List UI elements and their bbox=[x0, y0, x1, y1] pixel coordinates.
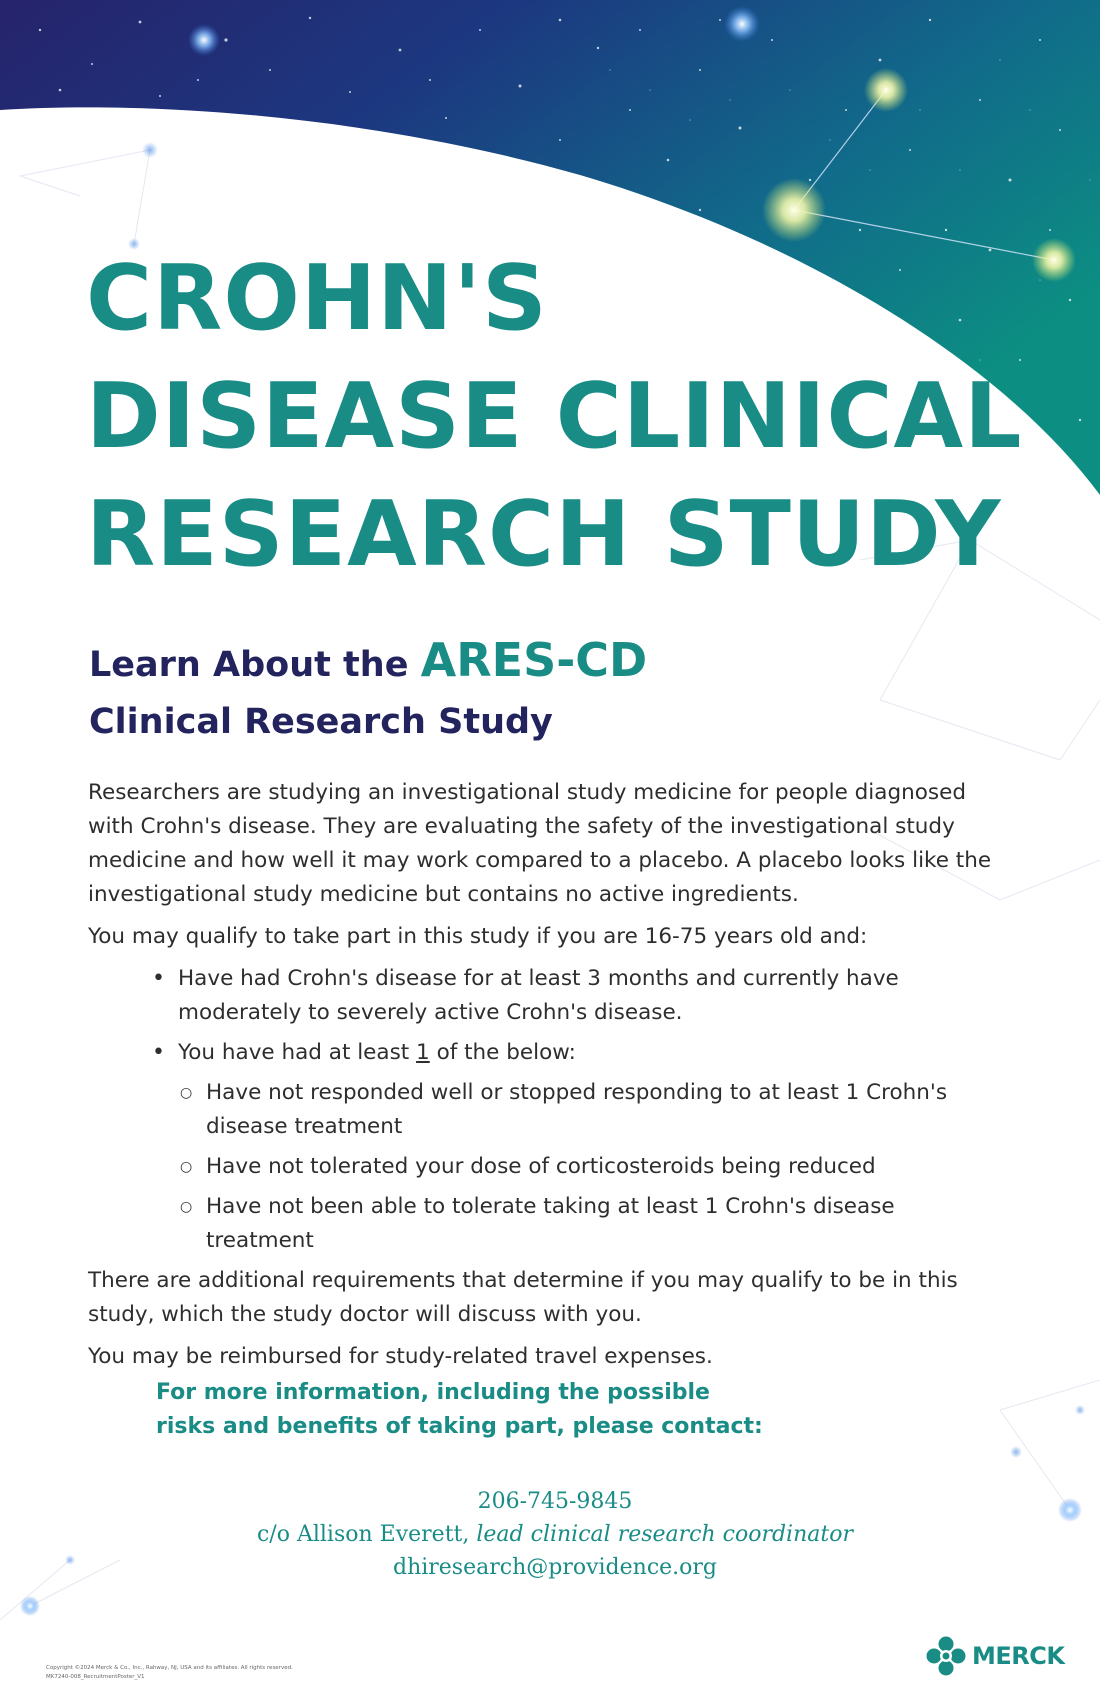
subtitle-lead: Learn About the bbox=[89, 645, 409, 685]
title-line-2: DISEASE CLINICAL bbox=[86, 364, 1023, 469]
contact-intro-line-1: For more information, including the possible bbox=[156, 1380, 710, 1405]
criteria-sub-item: ○ Have not been able to tolerate taking at least 1 Crohn's disease treatment bbox=[88, 1190, 1008, 1258]
criteria-sub-item: ○ Have not responded well or stopped responding to at least 1 Crohn's disease treatment bbox=[88, 1076, 1008, 1144]
criteria-item-post: of the below: bbox=[429, 1040, 576, 1065]
contact-intro-line-2: risks and benefits of taking part, please contact: bbox=[156, 1414, 763, 1439]
merck-logo-icon bbox=[926, 1636, 966, 1676]
criteria-list bbox=[88, 962, 1008, 1258]
title-line-3: RESEARCH STUDY bbox=[86, 482, 1002, 587]
contact-intro bbox=[156, 1376, 856, 1444]
criteria-item-pre: You have had at least bbox=[178, 1040, 417, 1065]
study-acronym: ARES-CD bbox=[420, 633, 648, 687]
additional-requirements: There are additional requirements that determine if you may qualify to be in this study, which the study doctor will discuss with you. bbox=[88, 1268, 958, 1327]
reimbursement-note: You may be reimbursed for study-related travel expenses. bbox=[88, 1344, 713, 1369]
copyright-line-1: Copyright ©2024 Merck & Co., Inc., Rahway, NJ, USA and its affiliates. All rights reserved. bbox=[46, 1665, 293, 1671]
merck-logo bbox=[926, 1636, 1076, 1676]
intro-paragraph: Researchers are studying an investigational study medicine for people diagnosed with Crohn's disease. They are evaluating the safety of the investigational study medicine and how well it may work compared to a placebo. A placebo looks like the investigational study medicine but contains no active ingredients. bbox=[88, 780, 992, 907]
title-line-1: CROHN'S bbox=[86, 246, 548, 351]
subtitle-line-1 bbox=[89, 632, 989, 693]
qualify-text: You may qualify to take part in this study if you are 16-75 years old and: bbox=[88, 924, 868, 949]
body-text bbox=[88, 776, 1008, 1382]
criteria-item bbox=[88, 1036, 1008, 1070]
contact-email[interactable]: dhiresearch@providence.org bbox=[392, 1555, 718, 1580]
copyright-line-2: MK7240-008_RecruitmentPoster_V1 bbox=[46, 1674, 145, 1680]
contact-phone[interactable]: 206-745-9845 bbox=[477, 1489, 633, 1514]
contact-role: lead clinical research coordinator bbox=[476, 1522, 853, 1547]
merck-logo-text: MERCK bbox=[972, 1642, 1065, 1670]
contact-block bbox=[150, 1485, 960, 1584]
criteria-sub-item: ○ Have not tolerated your dose of corticosteroids being reduced bbox=[88, 1150, 1008, 1184]
poster-title bbox=[86, 240, 1023, 594]
criteria-item: • Have had Crohn's disease for at least 3 months and currently have moderately to severely active Crohn's disease. bbox=[88, 962, 1008, 1030]
criteria-item-number: 1 bbox=[416, 1040, 430, 1065]
copyright-notice bbox=[46, 1664, 466, 1682]
contact-person bbox=[150, 1518, 960, 1551]
subtitle bbox=[89, 632, 989, 751]
contact-name: c/o Allison Everett, bbox=[256, 1522, 470, 1547]
subtitle-line-2: Clinical Research Study bbox=[89, 702, 553, 742]
